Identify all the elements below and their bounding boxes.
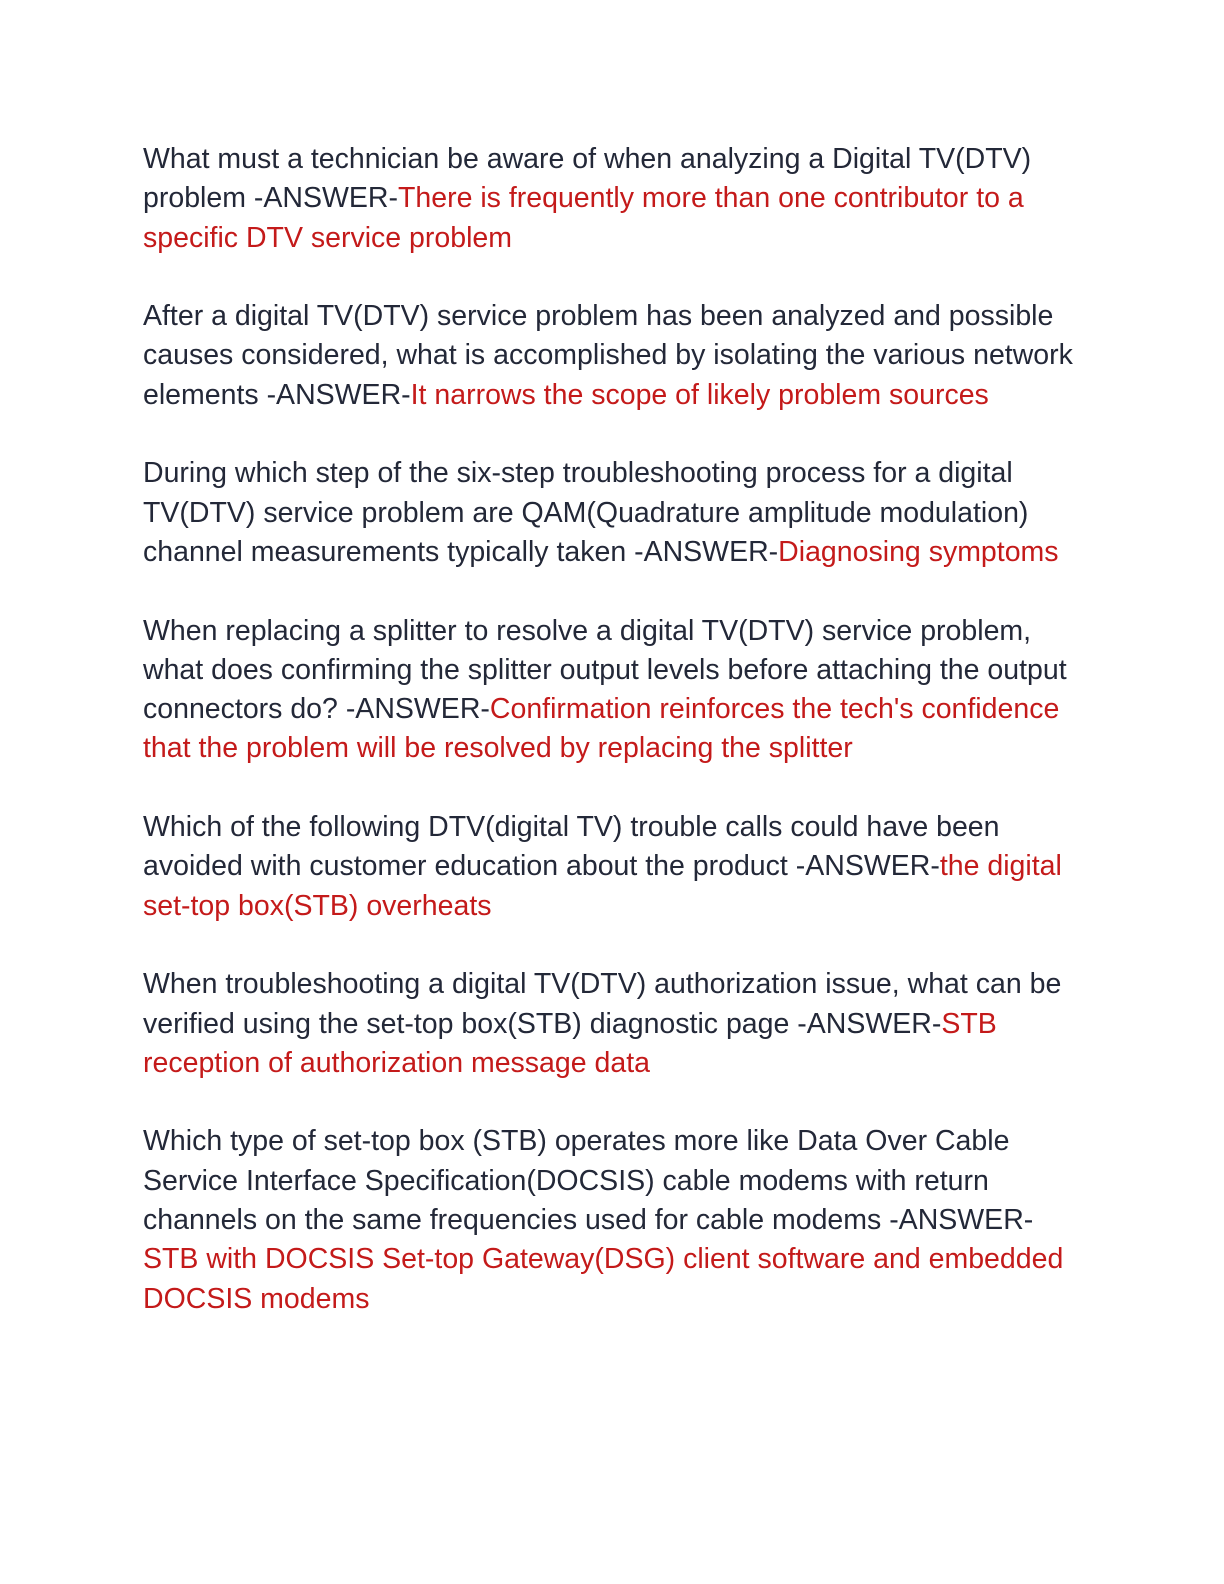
qa-item-2 [143, 297, 1083, 415]
answer-separator: -ANSWER- [266, 378, 411, 411]
answer-separator: -ANSWER- [795, 850, 940, 883]
answer-separator: -ANSWER- [345, 693, 490, 726]
question-text: When troubleshooting a digital TV(DTV) authorization issue, what can be verified using the set-top box(STB) diagnostic page [143, 968, 1062, 1040]
question-text: Which type of set-top box (STB) operates more like Data Over Cable Service Interface Specification(DOCSIS) cable modems with return channels on the same frequencies used for cable modems [143, 1125, 1010, 1237]
answer-text: the digital set-top box(STB) overheats [143, 850, 1062, 922]
answer-separator: -ANSWER- [889, 1204, 1034, 1237]
qa-item-3 [143, 454, 1083, 572]
qa-item-4 [143, 612, 1083, 769]
answer-separator: -ANSWER- [797, 1007, 942, 1040]
qa-item-5 [143, 808, 1083, 926]
answer-separator: -ANSWER- [634, 535, 779, 568]
qa-item-1 [143, 140, 1083, 258]
qa-item-6 [143, 965, 1083, 1083]
answer-text: STB reception of authorization message data [143, 1007, 997, 1079]
question-text: After a digital TV(DTV) service problem has been analyzed and possible causes considered, what is accomplished by isolating the various network elements [143, 300, 1073, 411]
question-text: Which of the following DTV(digital TV) trouble calls could have been avoided with customer education about the product [143, 811, 1000, 883]
document-page [143, 140, 1083, 1358]
answer-text: Confirmation reinforces the tech's confidence that the problem will be resolved by replacing the splitter [143, 693, 1060, 765]
question-text: During which step of the six-step troubleshooting process for a digital TV(DTV) service problem are QAM(Quadrature amplitude modulation) channel measurements typically taken [143, 457, 1029, 568]
question-text: What must a technician be aware of when analyzing a Digital TV(DTV) problem [143, 143, 1032, 215]
question-text: When replacing a splitter to resolve a digital TV(DTV) service problem, what does confirming the splitter output levels before attaching the output connectors do? [143, 614, 1067, 726]
answer-text: Diagnosing symptoms [778, 535, 1059, 568]
qa-item-7 [143, 1122, 1083, 1318]
answer-text: It narrows the scope of likely problem sources [410, 378, 989, 411]
answer-text: STB with DOCSIS Set-top Gateway(DSG) client software and embedded DOCSIS modems [143, 1243, 1064, 1315]
answer-separator: -ANSWER- [253, 182, 398, 215]
answer-text: There is frequently more than one contributor to a specific DTV service problem [143, 182, 1024, 254]
